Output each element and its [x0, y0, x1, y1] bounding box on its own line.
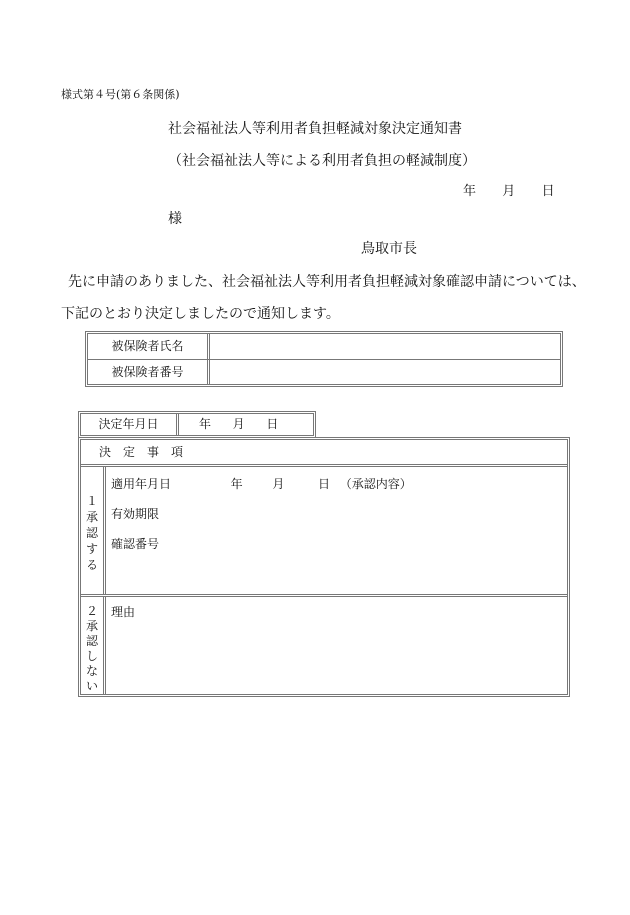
notice-date [463, 180, 555, 199]
decision-date-box [78, 411, 316, 438]
reject-side-char: 承 [85, 619, 98, 633]
reject-side-char: 認 [85, 634, 98, 648]
notice-date-year: 年 [463, 184, 477, 199]
decision-date-label: 決定年月日 [81, 414, 179, 435]
approve-side-number: １ [85, 494, 98, 508]
reject-side-label [81, 597, 106, 694]
document-title: 社会福祉法人等利用者負担軽減対象決定通知書 [168, 121, 462, 137]
insured-number-row [88, 360, 560, 385]
confirmation-number-label: 確認番号 [111, 537, 160, 551]
validity-label: 有効期限 [111, 507, 160, 521]
decision-date-day: 日 [266, 417, 279, 431]
notice-date-month: 月 [502, 184, 516, 199]
reason-label: 理由 [111, 605, 136, 619]
insured-number-label: 被保険者番号 [88, 360, 210, 385]
insured-name-row [88, 334, 560, 360]
approve-side-char: 認 [85, 526, 98, 540]
decision-table [78, 437, 570, 697]
reject-section [81, 597, 567, 694]
approve-side-char: 承 [85, 510, 98, 524]
recipient-suffix: 様 [168, 211, 182, 227]
insured-table [85, 331, 563, 387]
reject-side-char: し [85, 649, 98, 663]
decision-date-value[interactable] [199, 414, 278, 435]
apply-date-year: 年 [230, 477, 243, 491]
body-line-1: 先に申請のありました、社会福祉法人等利用者負担軽減対象確認申請については、 [68, 274, 586, 290]
reject-side-char: い [85, 679, 98, 693]
body-line-2: 下記のとおり決定しましたので通知します。 [61, 306, 340, 322]
body-text [61, 266, 586, 330]
insured-name-label: 被保険者氏名 [88, 334, 210, 359]
notice-date-day: 日 [541, 184, 555, 199]
apply-date-line [111, 475, 412, 492]
apply-date-month: 月 [272, 477, 285, 491]
approve-side-label [81, 467, 106, 594]
form-number: 様式第４号(第６条関係) [61, 88, 180, 101]
apply-date-day: 日 [318, 477, 331, 491]
decision-date-month: 月 [232, 417, 245, 431]
approve-section [81, 467, 567, 597]
reject-side-char: な [85, 664, 98, 678]
issuer: 鳥取市長 [361, 241, 417, 257]
apply-date-label: 適用年月日 [111, 477, 172, 491]
approve-side-char: す [85, 542, 98, 556]
decision-header [81, 440, 567, 467]
approval-content-label: （承認内容） [339, 477, 412, 491]
decision-header-label: 決定事項 [99, 445, 196, 459]
decision-date-year: 年 [199, 417, 212, 431]
reject-side-number: ２ [85, 604, 98, 618]
document-subtitle: （社会福祉法人等による利用者負担の軽減制度） [168, 153, 476, 169]
approve-side-char: る [85, 558, 98, 572]
